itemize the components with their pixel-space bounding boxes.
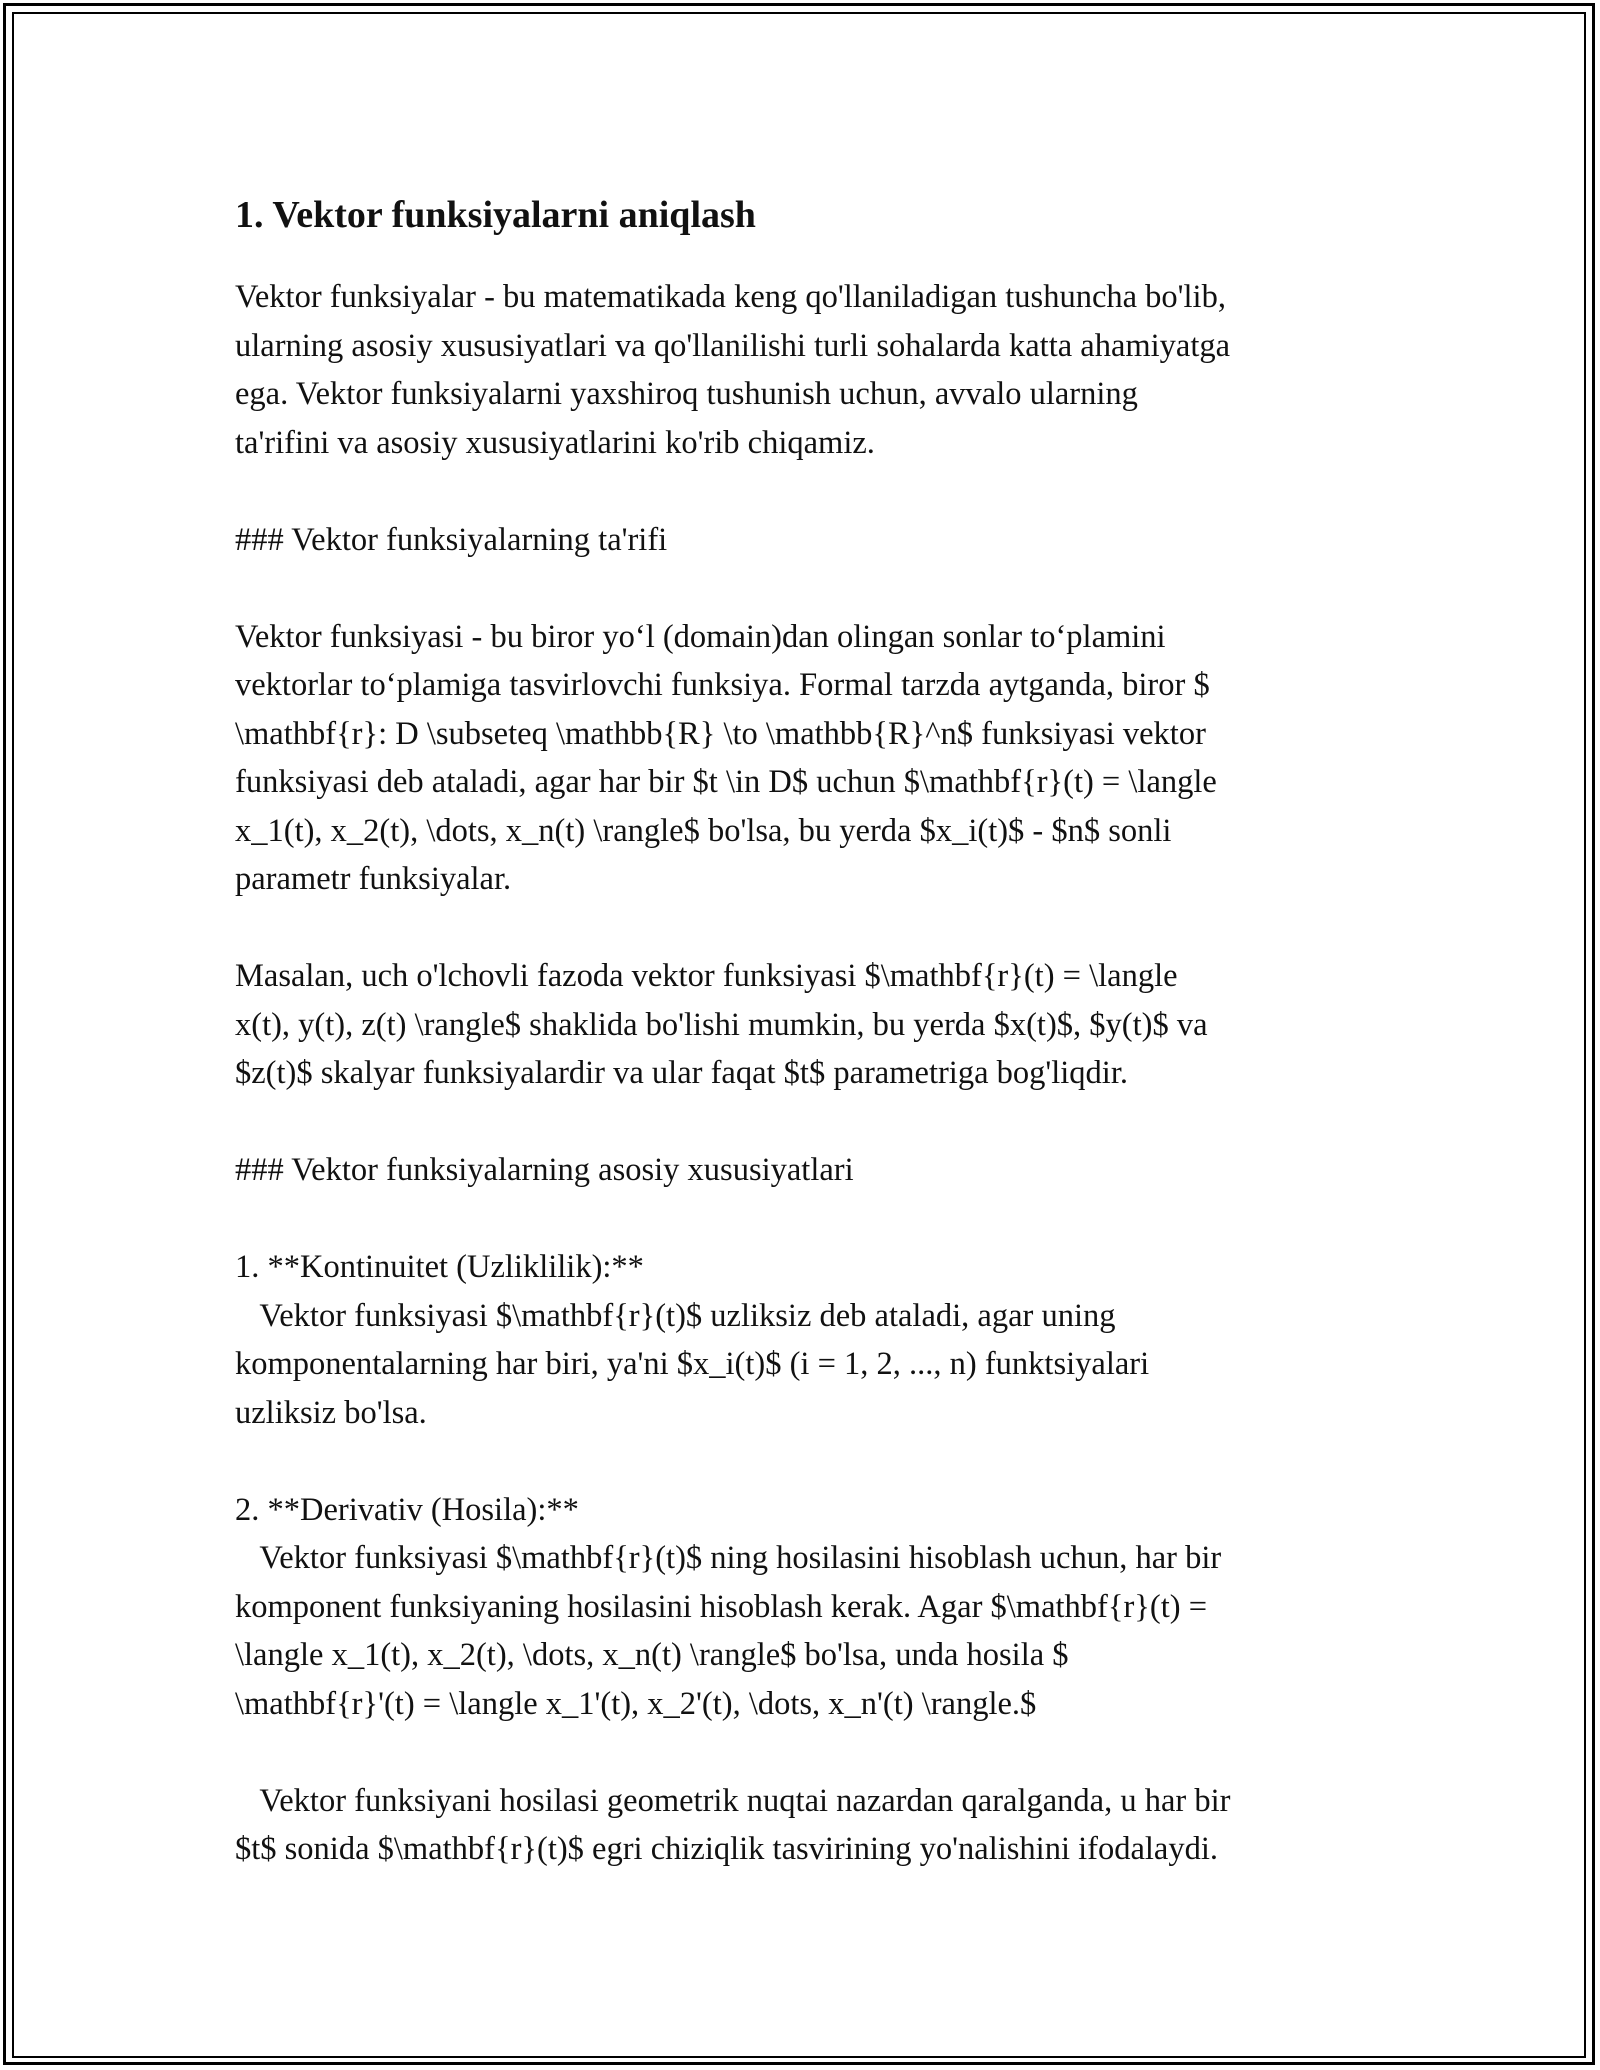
paragraph-gap	[235, 1098, 1395, 1147]
paragraph-gap	[235, 904, 1395, 953]
paragraph-gap	[235, 1728, 1395, 1777]
property-continuity: 1. **Kontinuitet (Uzliklilik):** Vektor funksiyasi $\mathbf{r}(t)$ uzliksiz deb ataladi, agar uning komponentalarning har biri, ya'ni $x_i(t)$ (i = 1, 2, ..., n) funktsiyalari uzliksiz bo'lsa.	[235, 1249, 1150, 1431]
paragraph-gap	[235, 1437, 1395, 1486]
property-derivative: 2. **Derivativ (Hosila):** Vektor funksiyasi $\mathbf{r}(t)$ ning hosilasini hisoblash uchun, har bir komponent funksiyaning hosilasini hisoblash kerak. Agar $\mathbf{r}(t) = \langle x_1(t), x_2(t), \dots, x_n(t) \rangle$ bo'lsa, unda hosila $ \mathbf{r}'(t) = \langle x_1'(t), x_2'(t), \dots, x_n'(t) \rangle.$	[235, 1491, 1222, 1722]
derivative-geometric-note: Vektor funksiyani hosilasi geometrik nuqtai nazardan qaralganda, u har bir $t$ sonida $\mathbf{r}(t)$ egri chiziqlik tasvirining yo'nalishini ifodalaydi.	[235, 1782, 1231, 1867]
section-heading: 1. Vektor funksiyalarni aniqlash	[235, 194, 756, 236]
example-paragraph: Masalan, uch o'lchovli fazoda vektor funksiyasi $\mathbf{r}(t) = \langle x(t), y(t), z(t) \rangle$ shaklida bo'lishi mumkin, bu yerda $x(t)$, $y(t)$ va $z(t)$ skalyar funksiyalardir va ular faqat $t$ parametriga bog'liqdir.	[235, 958, 1208, 1091]
definition-paragraph: Vektor funksiyasi - bu biror yo‘l (domain)dan olingan sonlar to‘plamini vektorlar to‘plamiga tasvirlovchi funksiya. Formal tarzda aytganda, biror $ \mathbf{r}: D \subseteq \mathbb{R} \to \mathbb{R}^n$ funksiyasi vektor funksiyasi deb ataladi, agar har bir $t \in D$ uchun $\mathbf{r}(t) = \langle x_1(t), x_2(t), \dots, x_n(t) \rangle$ bo'lsa, bu yerda $x_i(t)$ - $n$ sonli parametr funksiyalar.	[235, 618, 1217, 897]
paragraph-gap	[235, 1195, 1395, 1244]
intro-paragraph: Vektor funksiyalar - bu matematikada keng qo'llaniladigan tushuncha bo'lib, ularning asosiy xususiyatlari va qo'llanilishi turli sohalarda katta ahamiyatga ega. Vektor funksiyalarni yaxshiroq tushunish uchun, avvalo ularning ta'rifini va asosiy xususiyatlarini ko'rib chiqamiz.	[235, 279, 1231, 461]
paragraph-gap	[235, 564, 1395, 613]
subheading-properties: ### Vektor funksiyalarning asosiy xususiyatlari	[235, 1152, 854, 1188]
subheading-definition: ### Vektor funksiyalarning ta'rifi	[235, 521, 668, 558]
paragraph-gap	[235, 467, 1395, 516]
document-body	[235, 185, 1395, 1874]
